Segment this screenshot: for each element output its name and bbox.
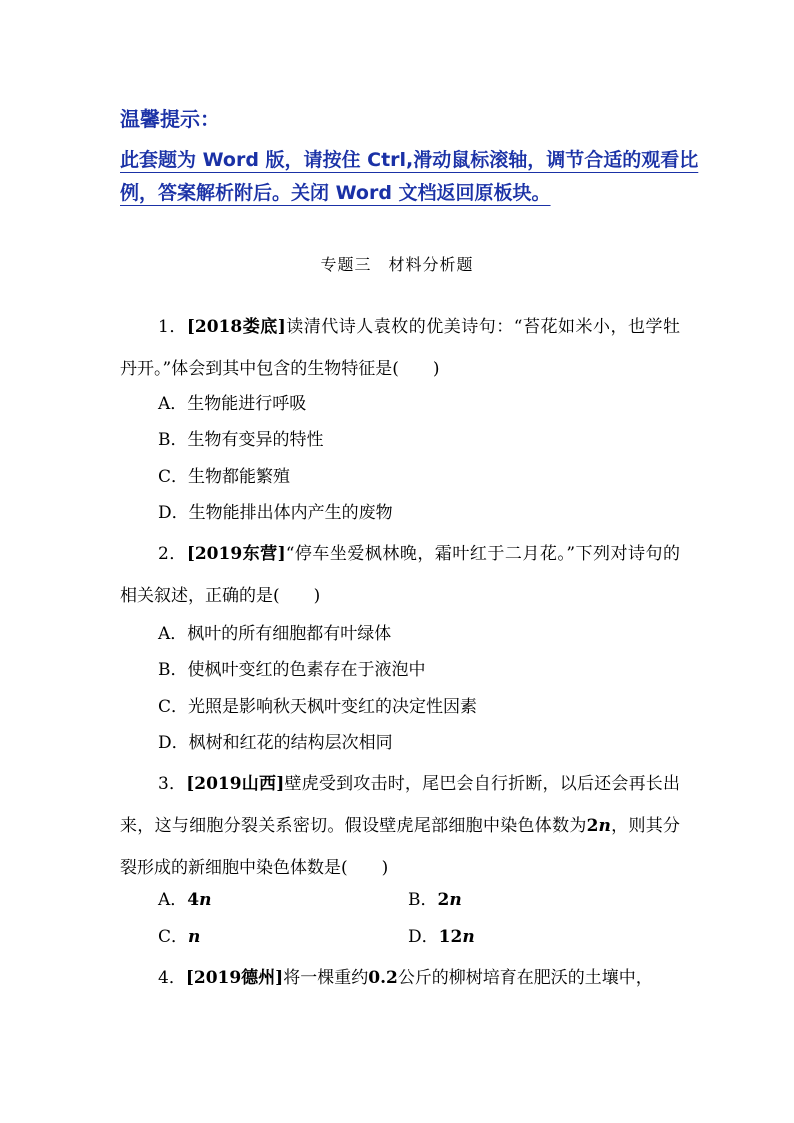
question-3: [120, 763, 680, 889]
question-2-stem: [120, 533, 680, 617]
question-3-stem: 3．[2019山西]壁虎受到攻击时，尾巴会自行折断，以后还会再长出来，这与细胞分裂关系密切。假设壁虎尾部细胞中染色体数为2n，则其分裂形成的新细胞中染色体数是( ): [120, 774, 681, 878]
notice-title: 温馨提示：: [120, 107, 220, 131]
option-2c: C．光照是影响秋天枫叶变红的决定性因素: [158, 697, 478, 717]
notice-box: [120, 104, 700, 210]
question-2: [120, 533, 680, 617]
answer-paren-close: ): [381, 858, 389, 878]
question-source: [2019山西]: [186, 774, 285, 794]
question-number: 4．: [158, 968, 186, 988]
question-text: 将一棵重约: [283, 968, 369, 988]
answer-paren-close: ): [313, 586, 321, 606]
question-source: [2019东营]: [186, 544, 286, 564]
option-1a: A．生物能进行呼吸: [158, 394, 307, 414]
option-2a: A．枫叶的所有细胞都有叶绿体: [158, 624, 392, 644]
question-text: 壁虎受到攻击时，尾巴会自行折断，以后还会再长出来，这与细胞分裂关系密切。假设壁虎尾部细胞中染色体数为: [120, 774, 681, 836]
option-1d: D．生物能排出体内产生的废物: [158, 503, 393, 523]
section-title: 专题三 材料分析题: [320, 255, 474, 274]
option-3d: D．12n: [408, 927, 475, 947]
option-2d: D．枫树和红花的结构层次相同: [158, 733, 393, 753]
option-3c: C．n: [158, 927, 201, 947]
question-text: “停车坐爱枫林晚，霜叶红于二月花。”下列对诗句的相关叙述，正确的是(: [120, 544, 680, 606]
question-1: [120, 306, 680, 390]
question-source: [2019德州]: [185, 968, 284, 988]
option-1c: C．生物都能繁殖: [158, 467, 291, 487]
question-source: [2018娄底]: [186, 317, 286, 337]
question-4-stem: 4．[2019德州]将一棵重约0.2公斤的柳树培育在肥沃的土壤中，: [158, 968, 653, 988]
question-4: [120, 957, 680, 999]
question-number: 2．: [158, 544, 187, 564]
question-number: 1．: [158, 317, 187, 337]
option-1b: B．生物有变异的特性: [158, 430, 324, 450]
notice-body: 此套题为 Word 版，请按住 Ctrl,滑动鼠标滚轴，调节合适的观看比例，答案解析附后。关闭 Word 文档返回原板块。: [120, 149, 699, 204]
option-3a: A．4n: [158, 890, 212, 910]
question-1-stem: [120, 306, 680, 390]
option-3b: B．2n: [408, 890, 462, 910]
question-text: 读清代诗人袁枚的优美诗句：“苔花如米小，也学牡丹开。”体会到其中包含的生物特征是(: [120, 317, 680, 379]
answer-paren-close: ): [432, 359, 440, 379]
option-2b: B．使枫叶变红的色素存在于液泡中: [158, 660, 426, 680]
question-number: 3．: [158, 774, 187, 794]
